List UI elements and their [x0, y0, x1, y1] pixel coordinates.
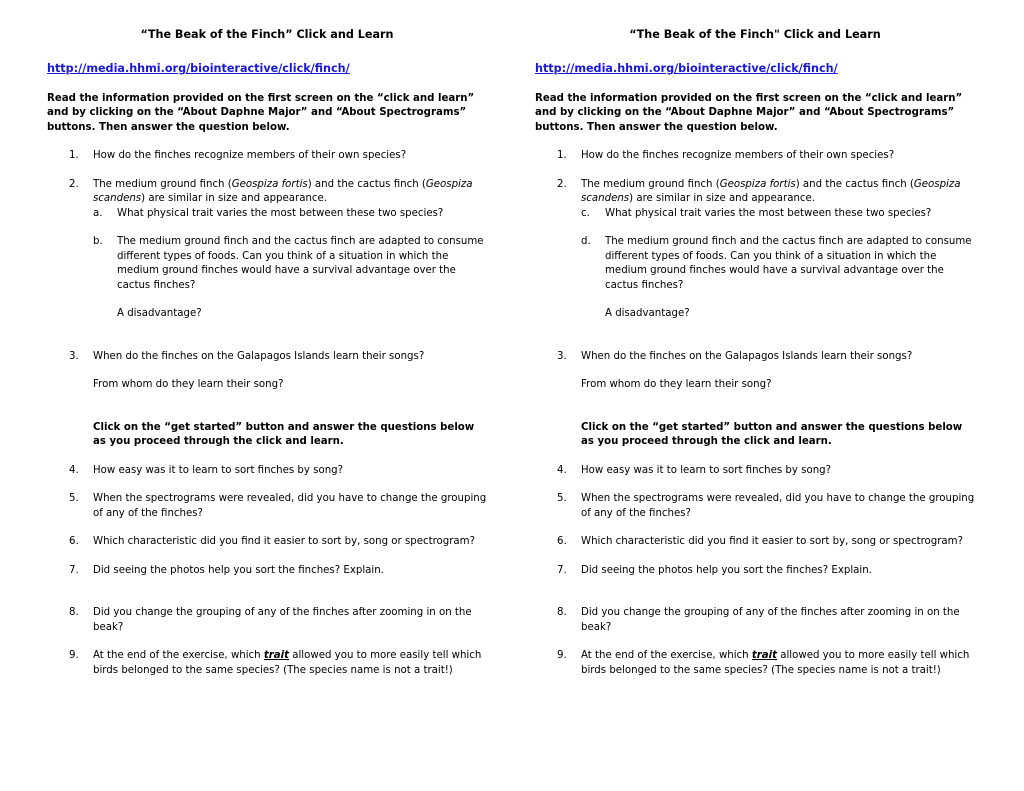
- get-started-instructions: Click on the “get started” button and answer the questions below as you proceed through the click and learn.: [581, 421, 963, 447]
- question-number: 5.: [69, 493, 79, 504]
- question-text-pre: At the end of the exercise, which: [581, 650, 752, 661]
- sub-question-followup: A disadvantage?: [605, 308, 690, 319]
- sub-question-c: [535, 207, 975, 222]
- sub-question-a: [47, 207, 487, 222]
- question-8: [47, 606, 487, 635]
- trait-emphasis: trait: [263, 650, 289, 661]
- question-text-post: ) are similar in size and appearance.: [141, 193, 328, 204]
- question-1: [535, 149, 975, 164]
- question-text-post: allowed you to more easily tell which birds belonged to the same species? (The species name is not a trait!): [581, 650, 970, 676]
- question-text-post: allowed you to more easily tell which birds belonged to the same species? (The species name is not a trait!): [93, 650, 482, 676]
- species-name: Geospiza scandens: [93, 178, 473, 204]
- worksheet-link[interactable]: http://media.hhmi.org/biointeractive/click/finch/: [47, 62, 350, 75]
- question-9: [535, 649, 975, 678]
- question-5: [47, 492, 487, 521]
- species-name: Geospiza fortis: [719, 178, 796, 190]
- sub-question-text: The medium ground finch and the cactus finch are adapted to consume different types of foods. Can you think of a situation in which the medium ground finches would have a survival advantage over the cactus finches?: [117, 236, 484, 291]
- question-9: [47, 649, 487, 678]
- species-name: Geospiza fortis: [231, 178, 308, 190]
- question-1: [47, 149, 487, 164]
- question-number: 6.: [557, 536, 567, 547]
- question-text: Which characteristic did you find it easier to sort by, song or spectrogram?: [581, 536, 964, 547]
- question-number: 8.: [557, 607, 567, 618]
- question-text: Did you change the grouping of any of the finches after zooming in on the beak?: [93, 607, 472, 633]
- question-number: 8.: [69, 607, 79, 618]
- question-number: 3.: [69, 350, 79, 362]
- question-number: 1.: [557, 150, 567, 161]
- sub-question-d: [535, 235, 975, 293]
- sub-question-letter: b.: [93, 236, 103, 247]
- worksheet-title: “The Beak of the Finch" Click and Learn: [629, 28, 881, 41]
- sub-question-b: [47, 235, 487, 293]
- question-text: Did you change the grouping of any of the finches after zooming in on the beak?: [581, 607, 960, 633]
- question-text: How easy was it to learn to sort finches by song?: [581, 464, 832, 476]
- question-number: 9.: [557, 650, 567, 661]
- question-3: [47, 350, 487, 393]
- question-6: [535, 535, 975, 550]
- sub-question-text: What physical trait varies the most between these two species?: [605, 207, 932, 219]
- question-2: [535, 178, 975, 322]
- question-number: 2.: [557, 178, 567, 190]
- question-6: [47, 535, 487, 550]
- question-5: [535, 492, 975, 521]
- sub-question-text: What physical trait varies the most between these two species?: [117, 207, 444, 219]
- question-text-pre: The medium ground finch (: [581, 178, 720, 190]
- question-text: When the spectrograms were revealed, did you have to change the grouping of any of the finches?: [93, 493, 487, 519]
- question-text-pre: The medium ground finch (: [93, 178, 232, 190]
- question-text-post: ) are similar in size and appearance.: [629, 193, 816, 204]
- question-text: When do the finches on the Galapagos Islands learn their songs?: [581, 350, 913, 362]
- sub-question-letter: d.: [581, 236, 591, 247]
- species-name: Geospiza scandens: [581, 178, 961, 204]
- get-started-instructions: Click on the “get started” button and answer the questions below as you proceed through the click and learn.: [93, 421, 475, 447]
- intro-instructions: Read the information provided on the first screen on the “click and learn” and by clicking on the “About Daphne Major” and “About Spectrograms” buttons. Then answer the question below.: [535, 92, 963, 133]
- question-text: Did seeing the photos help you sort the finches? Explain.: [93, 564, 384, 576]
- question-2: [47, 178, 487, 322]
- question-text: When do the finches on the Galapagos Islands learn their songs?: [93, 350, 425, 362]
- sub-question-text: The medium ground finch and the cactus finch are adapted to consume different types of foods. Can you think of a situation in which the medium ground finches would have a survival advantage over the cactus finches?: [605, 236, 972, 291]
- question-number: 4.: [69, 464, 79, 476]
- question-7: [47, 564, 487, 579]
- question-text-mid: ) and the cactus finch (: [307, 178, 426, 190]
- question-number: 5.: [557, 493, 567, 504]
- worksheet-title: “The Beak of the Finch” Click and Learn: [140, 28, 394, 41]
- question-number: 6.: [69, 536, 79, 547]
- question-text: How do the finches recognize members of their own species?: [93, 150, 407, 161]
- question-number: 1.: [69, 150, 79, 161]
- question-text: When the spectrograms were revealed, did you have to change the grouping of any of the finches?: [581, 493, 975, 519]
- question-number: 2.: [69, 178, 79, 190]
- question-followup: From whom do they learn their song?: [93, 379, 284, 390]
- question-3: [535, 350, 975, 393]
- question-number: 7.: [69, 564, 79, 576]
- question-4: [47, 464, 487, 479]
- question-number: 7.: [557, 564, 567, 576]
- question-8: [535, 606, 975, 635]
- question-text: How easy was it to learn to sort finches by song?: [93, 464, 344, 476]
- worksheet-column-right: [535, 28, 975, 692]
- worksheet-link[interactable]: http://media.hhmi.org/biointeractive/click/finch/: [535, 62, 838, 75]
- worksheet-column-left: [47, 28, 487, 692]
- sub-question-followup: A disadvantage?: [117, 308, 202, 319]
- question-followup: From whom do they learn their song?: [581, 379, 772, 390]
- question-text-mid: ) and the cactus finch (: [795, 178, 914, 190]
- question-text: Which characteristic did you find it easier to sort by, song or spectrogram?: [93, 536, 476, 547]
- sub-question-letter: a.: [93, 207, 103, 219]
- question-text: Did seeing the photos help you sort the finches? Explain.: [581, 564, 872, 576]
- question-7: [535, 564, 975, 579]
- question-number: 9.: [69, 650, 79, 661]
- question-4: [535, 464, 975, 479]
- trait-emphasis: trait: [751, 650, 777, 661]
- question-text: How do the finches recognize members of their own species?: [581, 150, 895, 161]
- question-text-pre: At the end of the exercise, which: [93, 650, 264, 661]
- intro-instructions: Read the information provided on the first screen on the “click and learn” and by clicking on the “About Daphne Major” and “About Spectrograms” buttons. Then answer the question below.: [47, 92, 475, 133]
- question-number: 4.: [557, 464, 567, 476]
- sub-question-letter: c.: [581, 207, 590, 219]
- question-number: 3.: [557, 350, 567, 362]
